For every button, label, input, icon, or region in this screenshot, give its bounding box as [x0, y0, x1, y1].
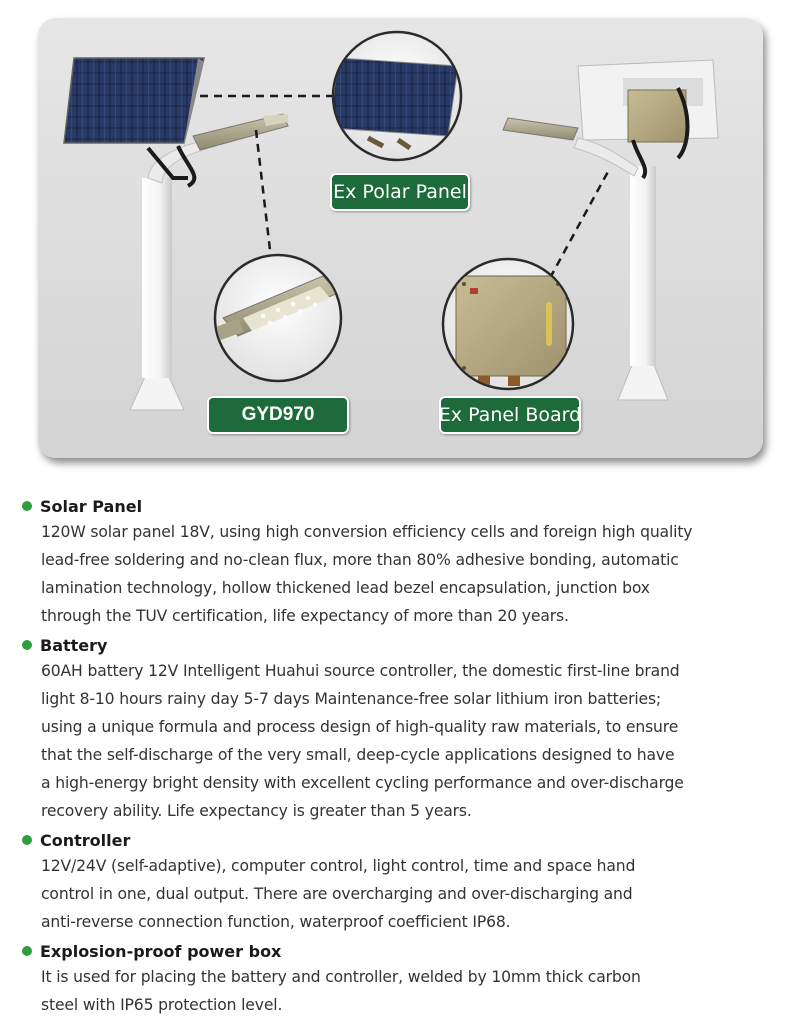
- ex-panel-board-label: Ex Panel Board: [439, 396, 581, 434]
- lamp-closeup: [214, 255, 341, 381]
- spec-description: [41, 852, 782, 936]
- spec-title: Explosion-proof power box: [40, 941, 282, 961]
- spec-line: lead-free soldering and no-clean flux, more than 80% adhesive bonding, automatic: [41, 551, 679, 569]
- spec-line: It is used for placing the battery and controller, welded by 10mm thick carbon: [41, 968, 641, 986]
- spec-line: through the TUV certification, life expectancy of more than 20 years.: [41, 607, 569, 625]
- spec-line: using a unique formula and process design of high-quality raw materials, to ensure: [41, 718, 679, 736]
- spec-line: steel with IP65 protection level.: [41, 996, 283, 1014]
- spec-battery: [22, 633, 782, 825]
- spec-line: anti-reverse connection function, waterproof coefficient IP68.: [41, 913, 511, 931]
- ex-polar-panel-label: Ex Polar Panel: [330, 173, 470, 211]
- polar-panel-closeup: [330, 32, 461, 160]
- spec-line: a high-energy bright density with excellent cycling performance and over-discharge: [41, 774, 684, 792]
- bullet-icon: [22, 835, 32, 845]
- spec-power-box: [22, 939, 782, 1019]
- specification-list: [22, 494, 782, 1022]
- spec-line: control in one, dual output. There are overcharging and over-discharging and: [41, 885, 633, 903]
- spec-title: Controller: [40, 830, 131, 850]
- spec-title: Solar Panel: [40, 496, 143, 516]
- model-label: GYD970: [207, 396, 349, 434]
- spec-line: that the self-discharge of the very small, deep-cycle applications designed to have: [41, 746, 675, 764]
- spec-description: [41, 963, 782, 1019]
- spec-solar-panel: [22, 494, 782, 630]
- spec-line: lamination technology, hollow thickened lead bezel encapsulation, junction box: [41, 579, 650, 597]
- bullet-icon: [22, 640, 32, 650]
- spec-title: Battery: [40, 635, 108, 655]
- spec-line: 60AH battery 12V Intelligent Huahui source controller, the domestic first-line brand: [41, 662, 680, 680]
- spec-line: 120W solar panel 18V, using high conversion efficiency cells and foreign high quality: [41, 523, 693, 541]
- spec-description: [41, 518, 782, 630]
- spec-description: [41, 657, 782, 825]
- bullet-icon: [22, 946, 32, 956]
- bullet-icon: [22, 501, 32, 511]
- spec-controller: [22, 828, 782, 936]
- solar-street-light-illustration: [38, 18, 763, 458]
- spec-line: light 8-10 hours rainy day 5-7 days Maintenance-free solar lithium iron batteries;: [41, 690, 662, 708]
- product-illustration-panel: [38, 18, 763, 458]
- spec-line: recovery ability. Life expectancy is greater than 5 years.: [41, 802, 472, 820]
- panel-board-closeup: [443, 259, 573, 389]
- spec-line: 12V/24V (self-adaptive), computer control, light control, time and space hand: [41, 857, 636, 875]
